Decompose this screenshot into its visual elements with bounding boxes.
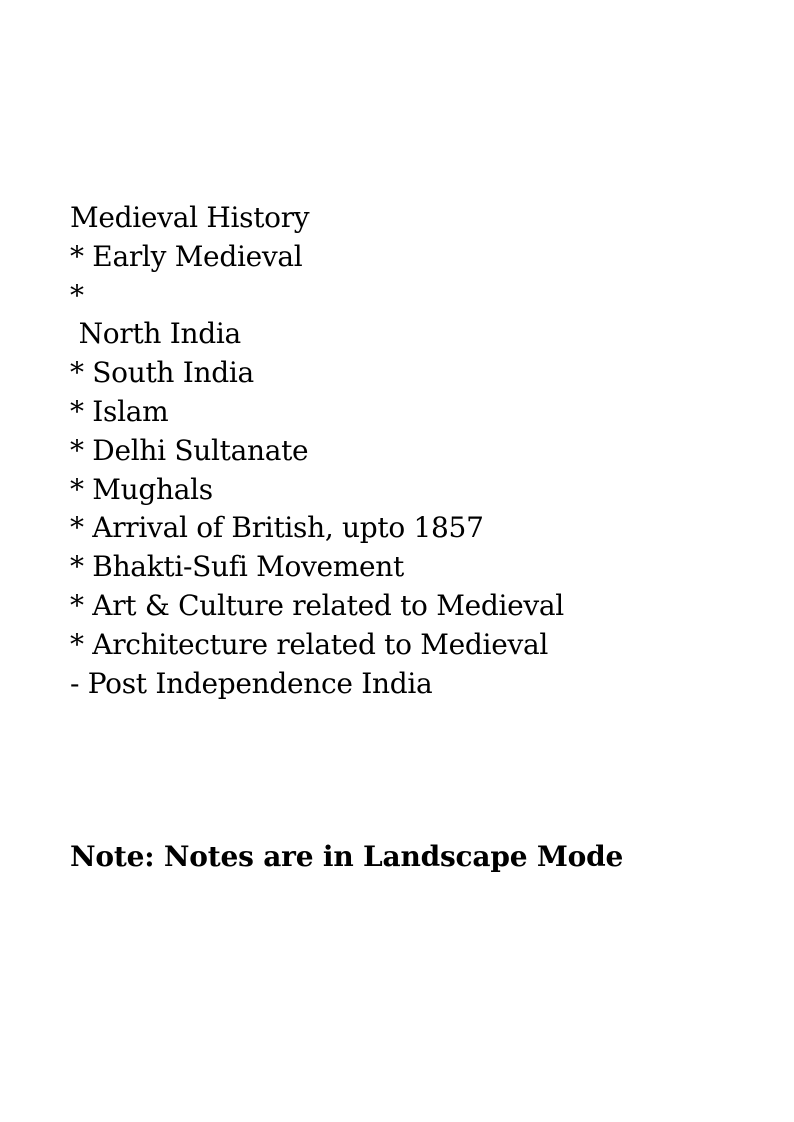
outline-item: North India <box>70 317 241 351</box>
outline-item: * Bhakti-Sufi Movement <box>70 550 404 584</box>
outline-item: * Early Medieval <box>70 239 303 273</box>
outline-item: * <box>70 278 84 312</box>
outline-item: * Delhi Sultanate <box>70 433 309 467</box>
outline-item: * Arrival of British, upto 1857 <box>70 511 484 545</box>
outline-item: * Architecture related to Medieval <box>70 627 549 661</box>
topic-outline <box>70 199 750 703</box>
outline-item: - Post Independence India <box>70 666 433 700</box>
landscape-note: Note: Notes are in Landscape Mode <box>70 840 624 873</box>
outline-item: * South India <box>70 356 254 390</box>
section-heading: Medieval History <box>70 201 310 234</box>
outline-item: * Islam <box>70 394 169 428</box>
outline-item: * Mughals <box>70 472 213 506</box>
outline-item: * Art & Culture related to Medieval <box>70 588 564 622</box>
